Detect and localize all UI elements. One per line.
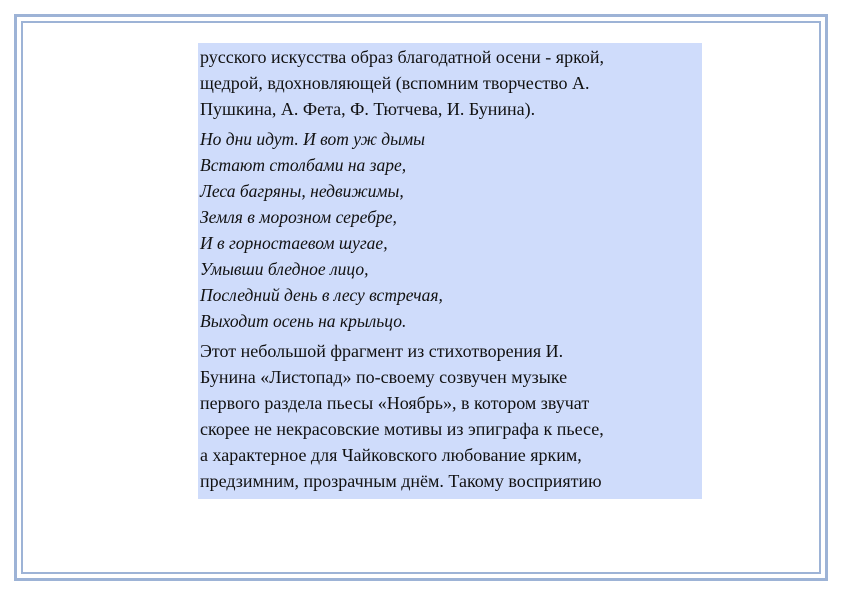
highlighted-text-block <box>198 43 702 499</box>
text-line: а характерное для Чайковского любование ярким, <box>200 445 582 465</box>
poem-line: Последний день в лесу встречая, <box>200 285 443 305</box>
text-line: русского искусства образ благодатной осени - яркой, <box>200 47 605 67</box>
text-line: первого раздела пьесы «Ноябрь», в котором звучат <box>200 393 590 413</box>
poem-line: Земля в морозном серебре, <box>200 207 397 227</box>
text-line: предзимним, прозрачным днём. Такому восприятию <box>200 471 602 491</box>
text-line: щедрой, вдохновляющей (вспомним творчество А. <box>200 73 590 93</box>
text-line: Бунина «Листопад» по-своему созвучен музыке <box>200 367 568 387</box>
poem-line: Леса багряны, недвижимы, <box>200 181 404 201</box>
intro-paragraph <box>200 43 702 122</box>
poem-quote <box>200 126 702 334</box>
text-line: скорее не некрасовские мотивы из эпиграфа к пьесе, <box>200 419 604 439</box>
poem-line: Выходит осень на крыльцо. <box>200 311 407 331</box>
poem-line: Умывши бледное лицо, <box>200 259 369 279</box>
poem-line: Но дни идут. И вот уж дымы <box>200 129 426 149</box>
text-line: Этот небольшой фрагмент из стихотворения И. <box>200 341 564 361</box>
poem-line: И в горностаевом шугае, <box>200 233 388 253</box>
poem-line: Встают столбами на заре, <box>200 155 407 175</box>
text-line: Пушкина, А. Фета, Ф. Тютчева, И. Бунина). <box>200 99 536 119</box>
commentary-paragraph <box>200 338 702 494</box>
